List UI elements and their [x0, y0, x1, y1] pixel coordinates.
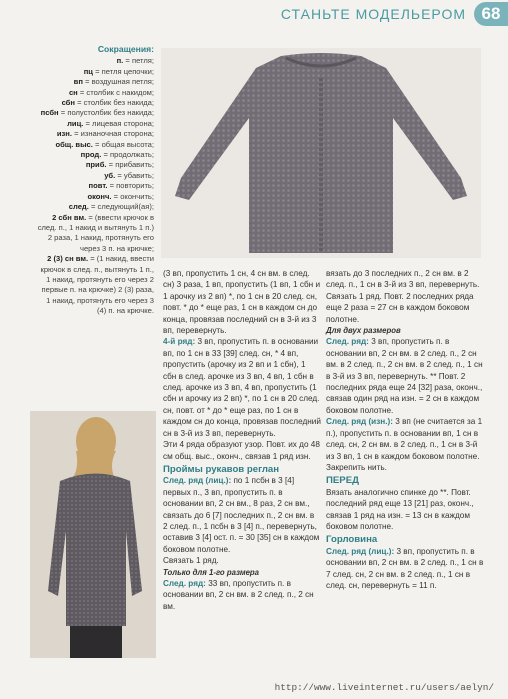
- instruction-text: (3 вп, пропустить 1 сн, 4 сн вм. в след. сн) 3 раза, 1 вп, пропустить (1 вп, 1 сбн и 1 арочку из 2 вп) *, по 1 сн в 20 след. сн, повт. * до * еще раз, 1 сн в каждом сн до конца, провязав последний сн в 3-й из 3 вп, перевернуть.: [163, 269, 321, 336]
- abbreviation-item: [36, 202, 154, 212]
- abbreviation-item: [36, 98, 154, 108]
- page-number-badge: 68: [474, 2, 508, 26]
- abbreviation-term: общ. выс.: [55, 139, 93, 149]
- abbreviation-definition: = (1 накид, ввести крючок в след. п., вытянуть 1 п., 1 накид, протянуть его через 2 первые п. на крючке) 2 (3) раза, 1 накид, протянуть его через 3 (4) п. на крючке.: [40, 254, 154, 316]
- row-label: След. ряд:: [326, 337, 369, 347]
- abbreviation-term: изн.: [56, 129, 72, 139]
- instruction-text: по 1 псбн в 3 [4] первых п., 3 вп, пропустить п. в основании вп, 2 сн вм., 8 раз, 2 сн вм., связать до 6 [7] последних п., 2 сн вм. в 2 след. п., 1 псбн в 3 [4] п., перевернуть, оставив 3 [4] ост. п. = 30 [35] сн в каждом боковом полотне.: [163, 476, 320, 554]
- section-heading: ПЕРЕД: [326, 475, 359, 487]
- abbreviation-definition: = (ввести крючок в след. п., 1 накид и вытянуть 1 п.) 2 раза, 1 накид, протянуть его через 3 п. на крючке;: [37, 212, 154, 253]
- instructions-column-1: [163, 268, 321, 612]
- abbreviation-item: [36, 67, 154, 77]
- row-label: След. ряд (лиц.):: [163, 476, 232, 486]
- instruction-text: Эти 4 ряда образуют узор. Повт. их до 48 см общ. выс., оконч., связав 1 ряд изн.: [163, 440, 320, 461]
- abbreviation-item: [36, 119, 154, 129]
- abbreviation-term: псбн: [40, 108, 59, 118]
- model-back-photo: [30, 411, 156, 658]
- abbreviation-term: сбн: [61, 98, 75, 108]
- abbreviations-title: Сокращения:: [97, 44, 154, 54]
- abbreviation-item: [36, 181, 154, 191]
- abbreviation-item: [36, 88, 154, 98]
- instruction-text: 3 вп, пропустить п. в основании вп, 2 сн вм. в 2 след. п., 2 сн вм. в 2 след. п., 2 сн вм. в 2 след. п., 1 сн в 3-й из 3 вп, перевернуть. ** Повт. 2 последних ряда еще 24 [32] раза, оконч., связав один ряд на изн. = 2 сн в каждом боковом полотне.: [326, 337, 483, 415]
- abbreviation-term: оконч.: [87, 191, 112, 201]
- abbreviation-term: след.: [68, 202, 89, 212]
- instruction-text: Вязать аналогично спинке до **. Повт. последний ряд еще 13 [21] раз, оконч., связав 1 ряд на изн. = 13 сн в каждом боковом полотне.: [326, 487, 474, 531]
- instruction-text: вязать до 3 последних п., 2 сн вм. в 2 след. п., 1 сн в 3-й из 3 вп, перевернуть.: [326, 269, 480, 290]
- abbreviation-definition: = столбик без накида;: [77, 98, 154, 108]
- instruction-paragraph: [326, 336, 486, 416]
- instruction-paragraph: [326, 487, 486, 533]
- row-label: След. ряд (лиц.):: [326, 546, 395, 556]
- abbreviation-item: [36, 129, 154, 139]
- section-heading: Проймы рукавов реглан: [163, 463, 280, 475]
- instruction-text: 3 вп, пропустить п. в основании вп, 2 сн вм. в 2 след. п., 1 сн в 7 след. сн, 2 сн вм. в 2 след. п., 1 сн в след. сн, перевернуть = 11 п.: [326, 546, 484, 590]
- abbreviation-definition: = петля;: [125, 56, 154, 66]
- instruction-paragraph: [163, 439, 321, 462]
- abbreviation-definition: = петля цепочки;: [95, 66, 154, 76]
- instruction-paragraph: [163, 475, 321, 555]
- abbreviation-term: 2 (3) сн вм.: [47, 254, 89, 264]
- abbreviation-term: п.: [116, 56, 124, 66]
- instruction-paragraph: [326, 268, 486, 291]
- abbreviation-term: уб.: [104, 170, 116, 180]
- abbreviation-item: [36, 56, 154, 66]
- abbreviation-item: [36, 108, 154, 118]
- instruction-paragraph: [326, 462, 486, 473]
- size-note: Только для 1-го размера: [163, 567, 260, 577]
- instruction-text: Связать 1 ряд. Повт. 2 последних ряда еще 2 раза = 27 сн в каждом боковом полотне.: [326, 291, 474, 324]
- instructions-column-2: [326, 268, 486, 591]
- abbreviation-definition: = прибавить;: [108, 160, 154, 170]
- abbreviation-term: сн: [68, 87, 78, 97]
- abbreviation-item: [36, 254, 154, 316]
- sweater-flat-photo: [161, 48, 481, 258]
- row-label: 4-й ряд:: [163, 337, 196, 347]
- instruction-text: 3 вп, пропустить п. в основании вп, по 1 сн в 33 [39] след. сн, * 4 вп, пропустить (арочку из 2 вп и 1 сбн), 1 сбн в след. арочке из 3 вп, 4 вп, 1 сбн в след. арочке из 3 вп, 4 вп, пропустить (1 сбн и арочку из 2 вп) *, по 1 сн в 20 след. сн, повт. от * до * еще раз, по 1 сн в каждом сн до конца, провязав последний сн в 3-й из 3 вп, перевернуть.: [163, 337, 321, 438]
- abbreviation-item: [36, 192, 154, 202]
- abbreviation-definition: = изнаночная сторона;: [74, 129, 154, 139]
- abbreviation-definition: = столбик с накидом;: [79, 87, 154, 97]
- abbreviation-definition: = повторить;: [109, 181, 154, 191]
- abbreviation-term: лиц.: [67, 118, 84, 128]
- abbreviation-term: 2 сбн вм.: [52, 212, 87, 222]
- page-header: [0, 0, 508, 30]
- section-heading: Горловина: [326, 534, 378, 546]
- instruction-text: Закрепить нить.: [326, 462, 387, 472]
- abbreviation-definition: = полустолбик без накида;: [60, 108, 154, 118]
- abbreviation-item: [36, 140, 154, 150]
- instruction-text: 33 вп, пропустить п. в основании вп, 2 сн вм. в 2 след. п., 2 сн вм.: [163, 578, 314, 611]
- instruction-paragraph: [326, 291, 486, 325]
- instruction-paragraph: [326, 546, 486, 592]
- abbreviation-item: [36, 171, 154, 181]
- instruction-paragraph: [163, 555, 321, 566]
- abbreviation-definition: = продолжать;: [103, 150, 154, 160]
- abbreviation-term: прод.: [80, 150, 102, 160]
- section-title: СТАНЬТЕ МОДЕЛЬЕРОМ: [280, 6, 466, 22]
- abbreviation-definition: = воздушная петля;: [85, 77, 154, 87]
- instruction-paragraph: [163, 578, 321, 612]
- abbreviation-term: пц: [83, 66, 93, 76]
- instruction-text: Связать 1 ряд.: [163, 556, 219, 566]
- abbreviations-list: [36, 56, 154, 316]
- row-label: След. ряд:: [163, 578, 206, 588]
- instruction-paragraph: [163, 268, 321, 336]
- abbreviation-term: приб.: [85, 160, 107, 170]
- abbreviation-item: [36, 150, 154, 160]
- abbreviation-term: вп: [73, 77, 83, 87]
- instruction-text: 3 вп (не считается за 1 п.), пропустить п. в основании вп, 1 сн в след. сн, 2 сн вм. в 2 след. п., 1 сн в 3-й из 3 вп, 1 сн в каждом боковом полотне.: [326, 417, 483, 461]
- abbreviation-definition: = убавить;: [117, 170, 154, 180]
- abbreviation-definition: = следующий(ая);: [91, 202, 154, 212]
- size-note: Для двух размеров: [326, 326, 401, 336]
- abbreviation-item: [36, 77, 154, 87]
- row-label: След. ряд (изн.):: [326, 417, 393, 427]
- abbreviation-item: [36, 160, 154, 170]
- source-url: http://www.liveinternet.ru/users/aelyn/: [274, 682, 494, 693]
- instruction-paragraph: [163, 336, 321, 439]
- abbreviation-item: [36, 213, 154, 255]
- abbreviation-definition: = общая высота;: [95, 139, 154, 149]
- abbreviation-definition: = лицевая сторона;: [85, 118, 154, 128]
- abbreviation-term: повт.: [88, 181, 108, 191]
- abbreviations-panel: [36, 44, 154, 317]
- instruction-paragraph: [326, 416, 486, 462]
- abbreviation-definition: = окончить;: [113, 191, 154, 201]
